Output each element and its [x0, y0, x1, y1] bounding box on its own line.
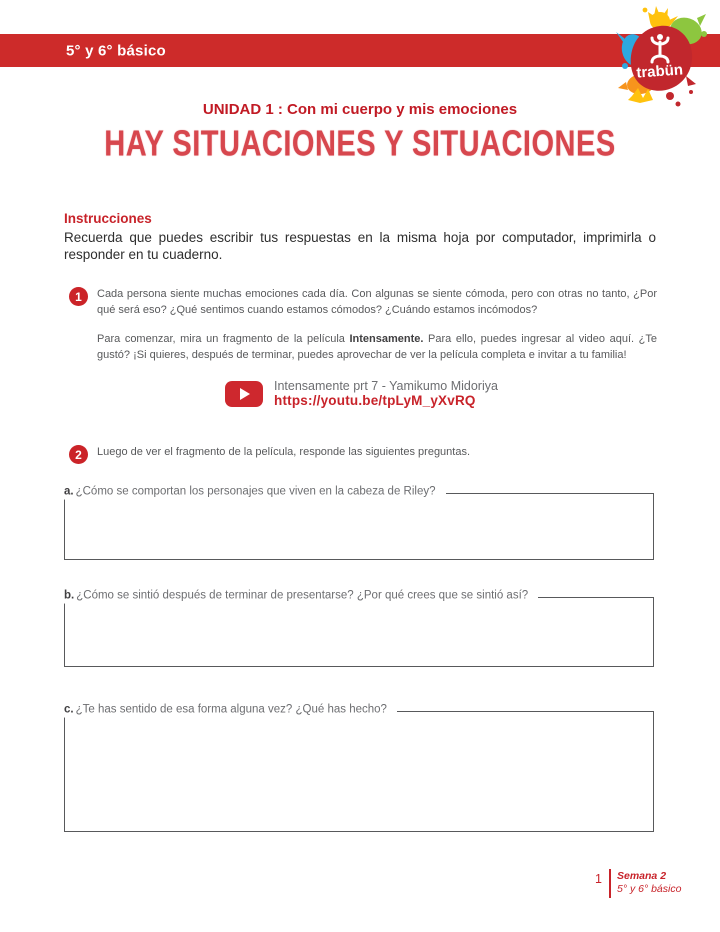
step-1-number-badge: 1 [69, 287, 88, 306]
step-2-number-badge: 2 [69, 445, 88, 464]
footer-week: Semana 2 [617, 870, 667, 882]
question-block-c [64, 703, 654, 832]
question-label-c [64, 704, 397, 718]
step-1 [64, 286, 657, 364]
step-1-paragraph-2 [97, 331, 657, 363]
instructions-body: Recuerda que puedes escribir tus respuestas en la misma hoja por computador, imprimirla o responder en tu cuaderno. [64, 230, 656, 262]
question-block-b [64, 589, 654, 667]
step-2 [64, 444, 657, 460]
video-url-link[interactable]: https://youtu.be/tpLyM_yXvRQ [274, 393, 476, 409]
instructions-heading: Instrucciones [64, 211, 152, 226]
question-letter-b: b. [64, 589, 75, 602]
instructions-section [64, 211, 656, 263]
trabun-logo-art [598, 4, 720, 112]
youtube-play-icon[interactable] [225, 381, 263, 407]
footer-divider [609, 869, 611, 898]
step-1-paragraph-2-before: Para comenzar, mira un fragmento de la película [97, 333, 350, 346]
question-letter-c: c. [64, 703, 74, 716]
footer-meta [617, 870, 681, 896]
question-text-c: ¿Te has sentido de esa forma alguna vez? ¿Qué has hecho? [75, 703, 387, 716]
page-title: HAY SITUACIONES Y SITUACIONES [104, 124, 616, 164]
step-2-text: Luego de ver el fragmento de la película, responde las siguientes preguntas. [97, 446, 471, 458]
trabun-logo [598, 4, 720, 112]
question-text-a: ¿Cómo se comportan los personajes que viven en la cabeza de Riley? [75, 485, 436, 498]
step-1-paragraph-2-after: Para ello, puedes ingresar al video aquí. ¿Te gustó? ¡Si quieres, después de terminar, puedes aprovechar de ver la película completa e invitar a tu familia! [97, 333, 657, 362]
answer-box-c[interactable] [64, 711, 654, 832]
grade-label: 5° y 6° básico [66, 42, 166, 59]
video-meta [274, 379, 498, 408]
video-link-row [225, 379, 498, 408]
answer-box-b[interactable] [64, 597, 654, 667]
logo-wordmark: trabün [635, 61, 684, 82]
movie-name-bold: Intensamente. [349, 333, 424, 346]
step-1-paragraph-1: Cada persona siente muchas emociones cada día. Con algunas se siente cómoda, pero con otras no tanto, ¿Por qué será eso? ¿Qué sentimos cuando estamos cómodos? ¿Cuándo estamos incómodos? [97, 288, 657, 317]
question-label-b [64, 590, 538, 604]
question-block-a [64, 485, 654, 560]
page-number: 1 [595, 872, 602, 886]
play-triangle-icon [240, 388, 250, 400]
footer-grade: 5° y 6° básico [617, 882, 682, 895]
step-1-text [97, 286, 657, 364]
unit-title: UNIDAD 1 : Con mi cuerpo y mis emociones [202, 101, 518, 118]
answer-box-a[interactable] [64, 493, 654, 560]
video-title: Intensamente prt 7 - Yamikumo Midoriya [274, 379, 498, 393]
question-text-b: ¿Cómo se sintió después de terminar de presentarse? ¿Por qué crees que se sintió así? [76, 589, 529, 602]
question-letter-a: a. [64, 485, 74, 498]
question-label-a [64, 486, 446, 500]
